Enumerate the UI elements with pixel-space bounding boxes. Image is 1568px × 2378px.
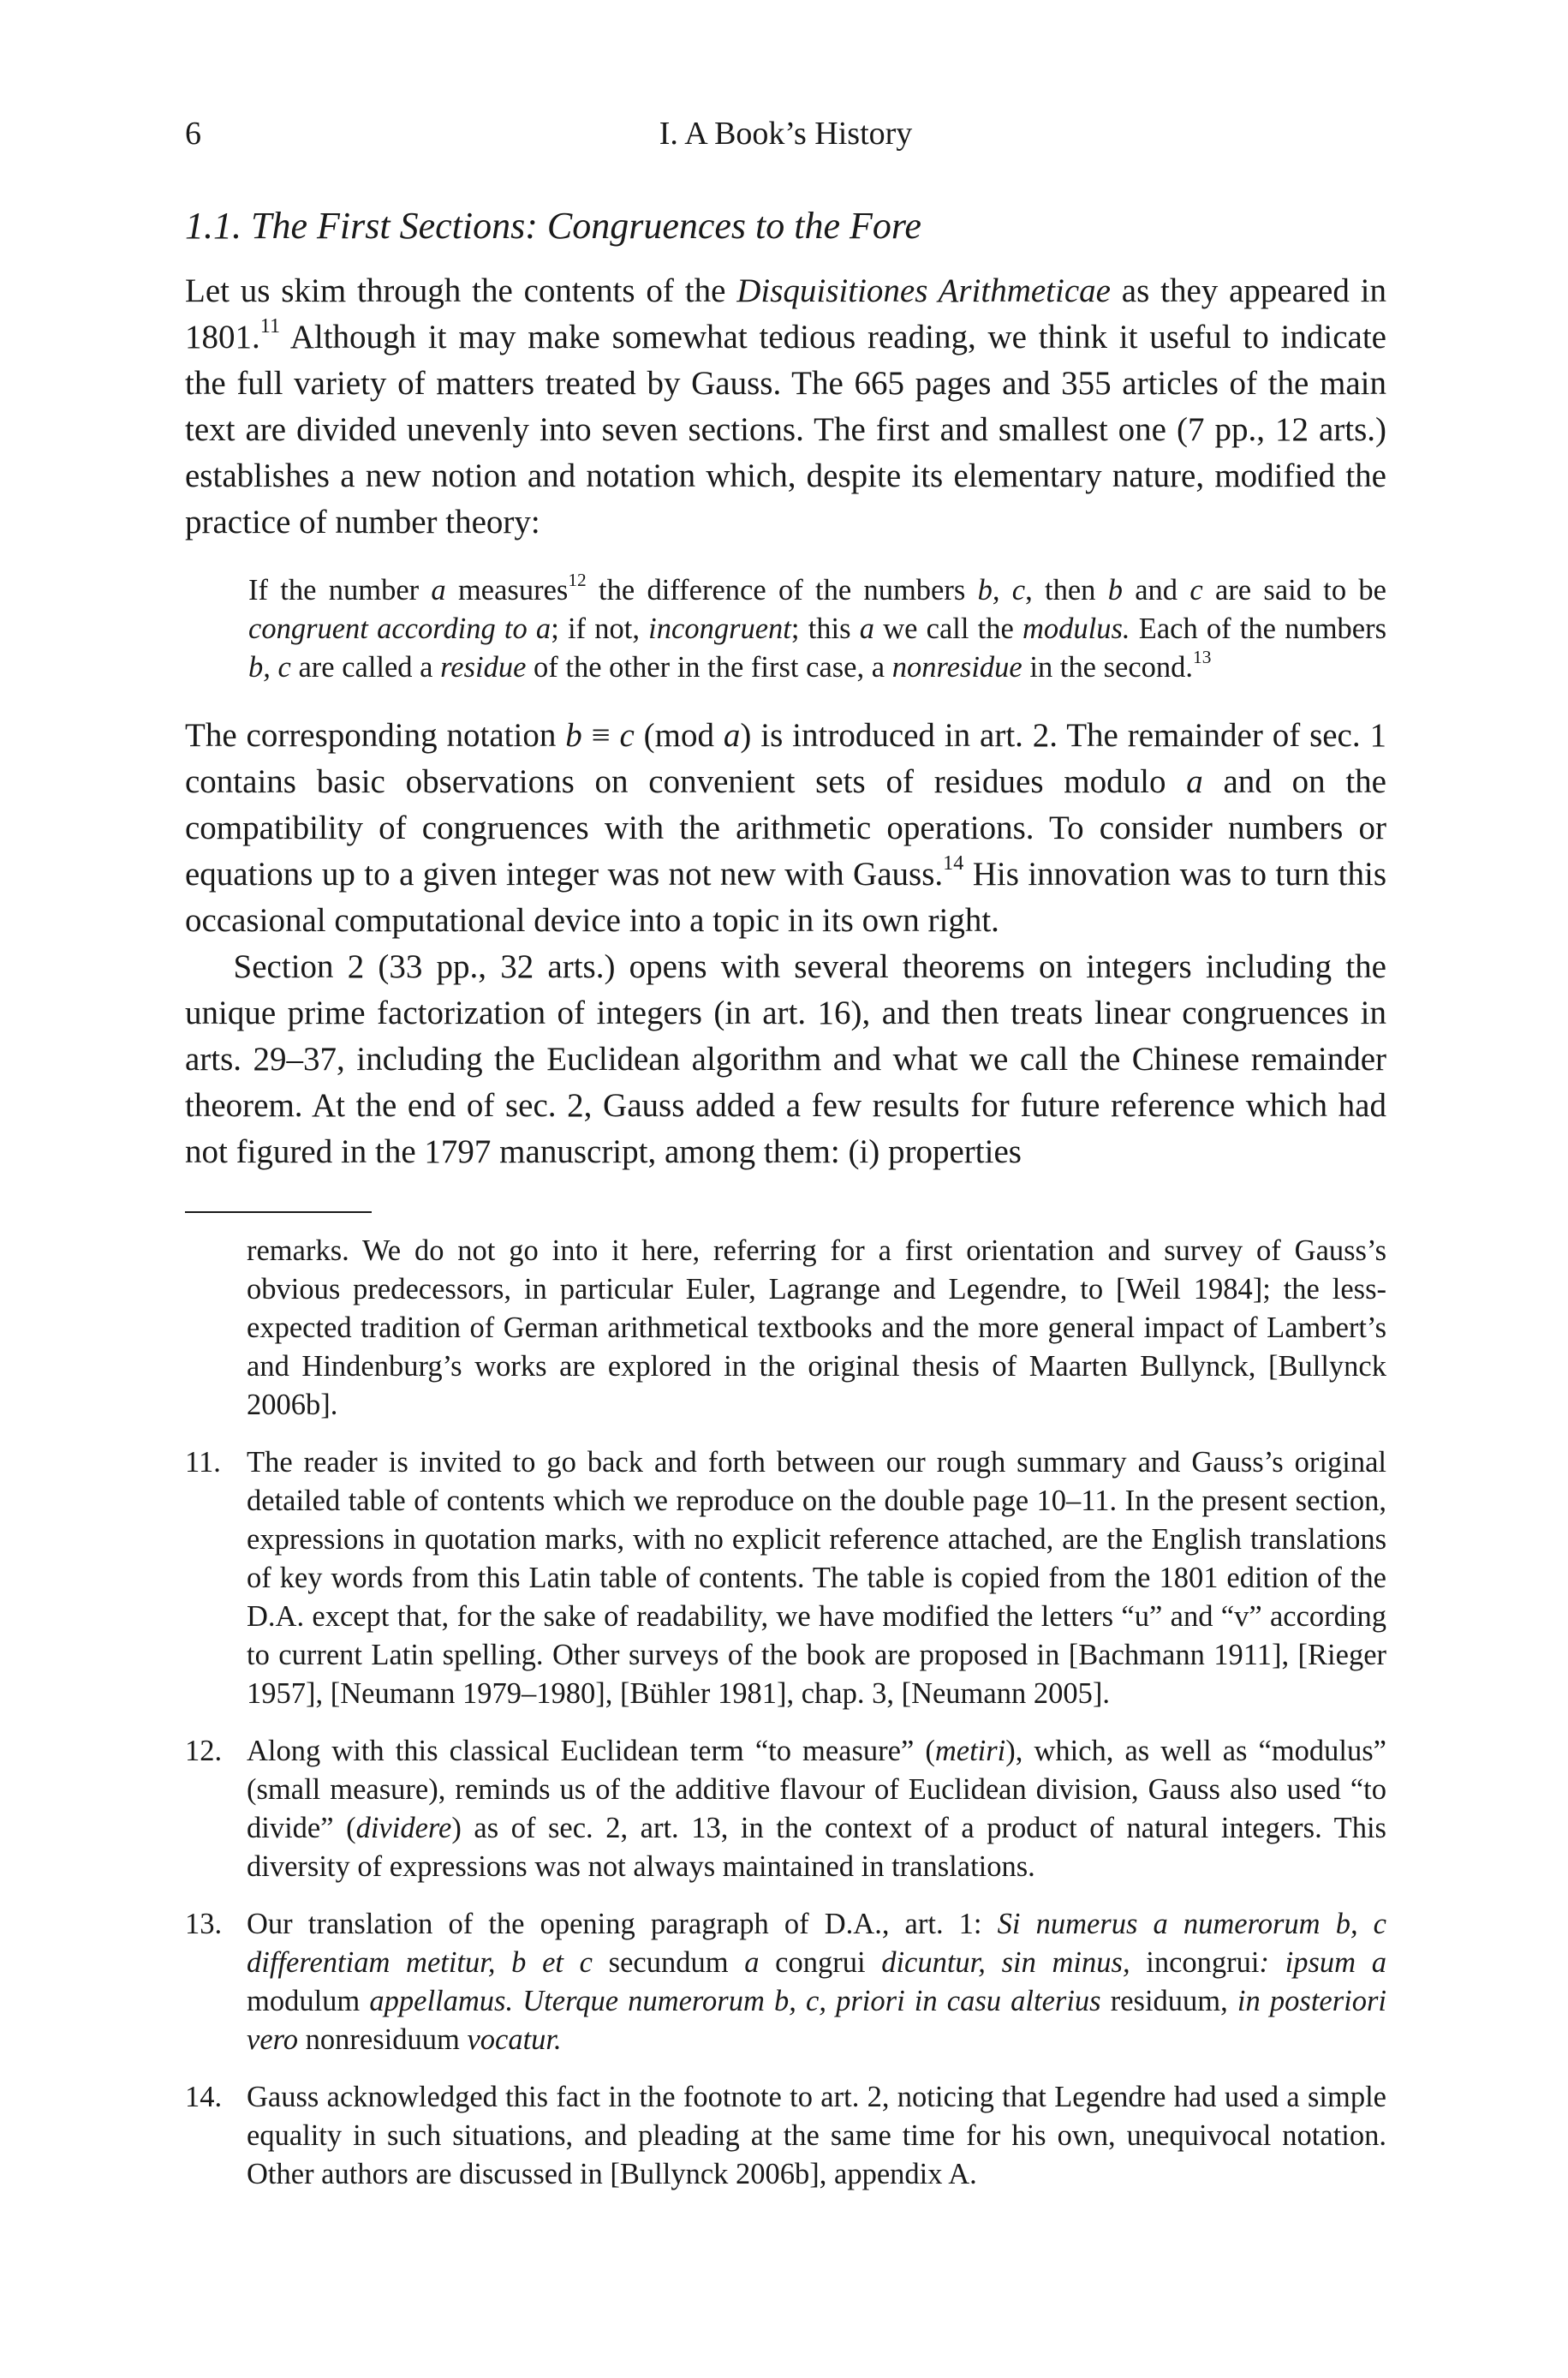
footnote-11 bbox=[185, 1443, 1386, 1713]
footnote-text: Our translation of the opening paragraph of D.A., art. 1: Si numerus a numerorum b, c differentiam metitur, b et c secundum a congrui dicuntur, sin minus, incongrui: ipsum a modulum appellamus. Uterque numerorum b, c, priori in casu alterius residuum, in posteriori vero nonresiduum vocatur. bbox=[247, 1907, 1386, 2056]
footnote-text: Along with this classical Euclidean term “to measure” (metiri), which, as well as “modulus” (small measure), reminds us of the additive flavour of Euclidean division, Gauss also used “to divide” (dividere) as of sec. 2, art. 13, in the context of a product of natural integers. This diversity of expressions was not always maintained in translations. bbox=[247, 1734, 1386, 1883]
footnote-number: 13. bbox=[185, 1907, 223, 1940]
gauss-definition-quote: If the number a measures$^{12}$ the difference of the numbers b, c, then b and c are said to be congruent according to a; if not, incongruent; this a we call the modulus. Each of the numbers b, c are called a residue of the other in the first case, a nonresidue in the second.$^{13}$ bbox=[248, 569, 1387, 684]
paragraph-1: Let us skim through the contents of the Disquisitiones Arithmeticae as they appeared in 1801.11 Although it may make somewhat tedious reading, we think it useful to indicate the full variety of matters treated by Gauss. The 665 pages and 355 articles of the main text are divided unevenly into seven sections. The first and smallest one (7 pp., 12 arts.) establishes a new notion and notation which, despite its elementary nature, modified the practice of number theory: bbox=[185, 272, 1386, 541]
footnote-number: 12. bbox=[185, 1734, 223, 1767]
footnote-number: 14. bbox=[185, 2080, 223, 2113]
footnote-text: Gauss acknowledged this fact in the footnote to art. 2, noticing that Legendre had used a simple equality in such situations, and pleading at the same time for his own, unequivocal notation. Other authors are discussed in [Bullynck 2006b], appendix A. bbox=[247, 2080, 1386, 2190]
footnote-14 bbox=[185, 2078, 1386, 2194]
footnote-13 bbox=[185, 1905, 1386, 2059]
footnote-12 bbox=[185, 1732, 1386, 1886]
paragraph-3: Section 2 (33 pp., 32 arts.) opens with several theorems on integers including the unique prime factorization of integers (in art. 16), and then treats linear congruences in arts. 29–37, including the Euclidean algorithm and what we call the Chinese remainder theorem. At the end of sec. 2, Gauss added a few results for future reference which had not figured in the 1797 manuscript, among them: (i) properties bbox=[185, 947, 1386, 1170]
footnote-ref-13[interactable]: 13 bbox=[1193, 646, 1212, 667]
footnote-divider bbox=[185, 1211, 372, 1213]
footnote-ref-12[interactable]: 12 bbox=[568, 569, 587, 590]
paragraph-2: The corresponding notation b ≡ c (mod a) is introduced in art. 2. The remainder of sec. 1 contains basic observations on convenient sets of residues modulo a and on the compatibility of congruences with the arithmetic operations. To consider numbers or equations up to a given integer was not new with Gauss.$^{14}$ His innovation was to turn this occasional computational device into a topic in its own right. bbox=[185, 716, 1386, 939]
page-header bbox=[185, 103, 1386, 154]
footnote-number: 11. bbox=[185, 1445, 221, 1479]
footnote-ref-14[interactable]: 14 bbox=[943, 851, 964, 875]
footnote-10-continued: remarks. We do not go into it here, referring for a first orientation and survey of Gauss’s obvious predecessors, in particular Euler, Lagrange and Legendre, to [Weil 1984]; the less-expected tradition of German arithmetical textbooks and the more general impact of Lambert’s and Hindenburg’s works are explored in the original thesis of Maarten Bullynck, [Bullynck 2006b]. bbox=[247, 1234, 1386, 1421]
footnote-ref-11[interactable]: 11 bbox=[259, 314, 281, 338]
page-number: 6 bbox=[185, 116, 201, 152]
running-head: I. A Book’s History bbox=[659, 116, 913, 152]
section-title: 1.1. The First Sections: Congruences to the Fore bbox=[185, 205, 921, 247]
footnote-text: The reader is invited to go back and forth between our rough summary and Gauss’s original detailed table of contents which we reproduce on the double page 10–11. In the present section, expressions in quotation marks, with no explicit reference attached, are the English translations of key words from this Latin table of contents. The table is copied from the 1801 edition of the D.A. except that, for the sake of readability, we have modified the letters “u” and “v” according to current Latin spelling. Other surveys of the book are proposed in [Bachmann 1911], [Rieger 1957], [Neumann 1979–1980], [Bühler 1981], chap. 3, [Neumann 2005]. bbox=[247, 1445, 1386, 1710]
